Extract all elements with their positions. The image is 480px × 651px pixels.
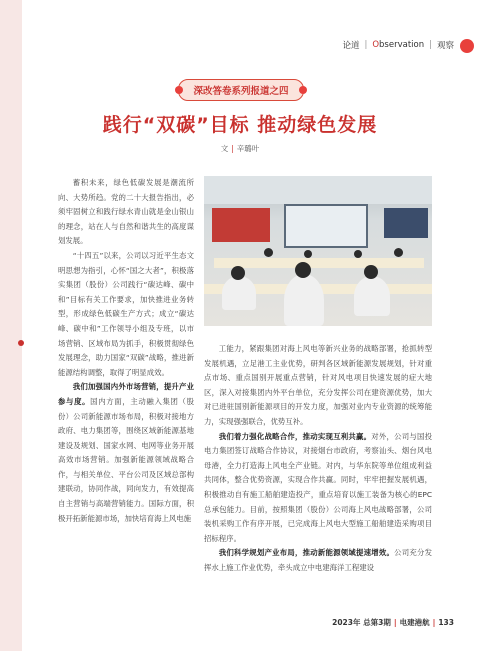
paragraph-text: 工能力，紧跟集团对海上风电等新兴业务的战略部署，抢抓转型发展机遇，立足港工主业优势，研判各区域新能源发展规划，针对重点市场、重点国别开展重点营销，针对风电项目快速发展的症大地区，深入对接集团内外平台单位，充分发挥公司在建资源优势，加大对已进驻国别新能源项目的开发力度，加强对业内专业资源的统筹能力，实现强强联合，优势互补。 <box>204 344 432 426</box>
photo-projection-screen <box>284 204 368 248</box>
pill-dot-left <box>175 86 183 94</box>
footer-journal: 电建港航 <box>399 618 430 627</box>
paragraph-lead: 我们科学规划产业布局，推动新能源领域提速增效。 <box>218 548 395 558</box>
photo-person-head <box>354 250 362 258</box>
page-number: 133 <box>438 618 454 627</box>
nav-observation-initial: O <box>372 40 380 50</box>
paragraph <box>58 176 194 249</box>
series-tag <box>178 79 304 101</box>
byline <box>0 143 480 154</box>
paragraph-text: 公司充分发挥水上施工作业优势，牵头成立中电建海洋工程建设 <box>204 548 432 572</box>
photo-person <box>284 274 324 326</box>
right-text-column <box>204 342 432 576</box>
paragraph <box>58 249 194 380</box>
photo-video-wall <box>384 208 428 238</box>
band-bullet-dot <box>18 340 24 346</box>
photo-person <box>354 276 390 316</box>
nav-lundao: 论道 <box>342 41 360 51</box>
paragraph <box>204 430 432 547</box>
left-text-column <box>58 176 194 526</box>
photo-person-head <box>231 266 245 280</box>
paragraph-text: 对外，公司与国投电力集团签订战略合作协议，对接烟台市政府，考察汕头、烟台风电母港，全力打造海上风电全产业链。对内，与华东院等单位组成利益共同体，整合优势资源，实现合作共赢。同时，牢牢把握发展机遇，积极推动自有施工船舶建造投产，重点培育以施工装备为核心的EPC总承包能力。目前，按照集团（股份）公司海上风电战略部署，公司装机采购工作有序开展，已完成海上风电大型施工船舶建造采购项目招标程序。 <box>204 431 432 543</box>
photo-person <box>222 276 256 310</box>
byline-divider: | <box>231 144 234 153</box>
paragraph-text: “十四五”以来，公司以习近平生态文明思想为指引，心怀“国之大者”，积极落实集团（股份）公司践行“碳达峰、碳中和”目标有关工作要求，加快推进业务转型，形成绿色低碳生产方式；成立“碳达峰、碳中和”工作领导小组及专班，以市场营销、区域布局为抓手，积极贯彻绿色发展理念，助力国家“双碳”战略，推进新能源结构调整，取得了明显成效。 <box>58 250 194 377</box>
left-decorative-band <box>0 0 22 651</box>
footer-divider: | <box>432 618 436 627</box>
photo-table <box>214 258 424 268</box>
nav-separator: | <box>364 40 368 50</box>
pill-dot-right <box>299 86 307 94</box>
paragraph <box>204 546 432 575</box>
photo-person-head <box>394 248 403 257</box>
paragraph-text: 蓄积未来，绿色低碳发展是潮流所向、大势所趋。党的二十大报告指出，必须牢固树立和践行绿水青山就是金山银山的理念，站在人与自然和谐共生的高度谋划发展。 <box>58 178 194 246</box>
section-nav <box>342 38 454 52</box>
nav-separator: | <box>429 40 432 50</box>
meeting-photo <box>204 176 432 326</box>
nav-guancha: 观察 <box>436 41 454 51</box>
article-title: 践行“双碳”目标 推动绿色发展 <box>102 114 378 136</box>
nav-observation <box>372 40 424 50</box>
nav-marker-dot <box>460 39 474 53</box>
page-footer <box>332 617 454 628</box>
photo-person-head <box>295 262 311 278</box>
byline-prefix: 文 <box>220 144 229 153</box>
photo-person-head <box>364 265 378 279</box>
series-tag-label: 深改答卷系列报道之四 <box>193 86 289 97</box>
photo-person-head <box>264 248 273 257</box>
photo-banner <box>212 208 270 242</box>
paragraph <box>58 380 194 526</box>
nav-observation-rest: bservation <box>379 40 425 50</box>
paragraph-text: 国内方面，主动融入集团（股份）公司新能源市场布局，积极对接地方政府、电力集团等，围绕区域新能源基地建设及规划、国家水网、电网等业务开展高效市场营销。加强新能源领域战略合作，与相关单位、平台公司及区域总部构建联动，协同作战，同向发力，有效提高自主营销与高端营销能力。国际方面，积极开拓新能源市场，加快培育海上风电施 <box>58 396 194 523</box>
footer-divider: | <box>393 618 397 627</box>
footer-issue: 2023年 总第3期 <box>332 618 391 627</box>
paragraph-lead: 我们着力强化战略合作，推动实现互利共赢。 <box>218 431 372 441</box>
byline-author: 辛璐叶 <box>236 144 260 153</box>
paragraph-lead: 我们加强国内外市场营销，提升产业参与度。 <box>58 382 194 406</box>
paragraph <box>204 342 432 430</box>
photo-ceiling <box>204 176 432 204</box>
photo-person-head <box>304 250 312 258</box>
